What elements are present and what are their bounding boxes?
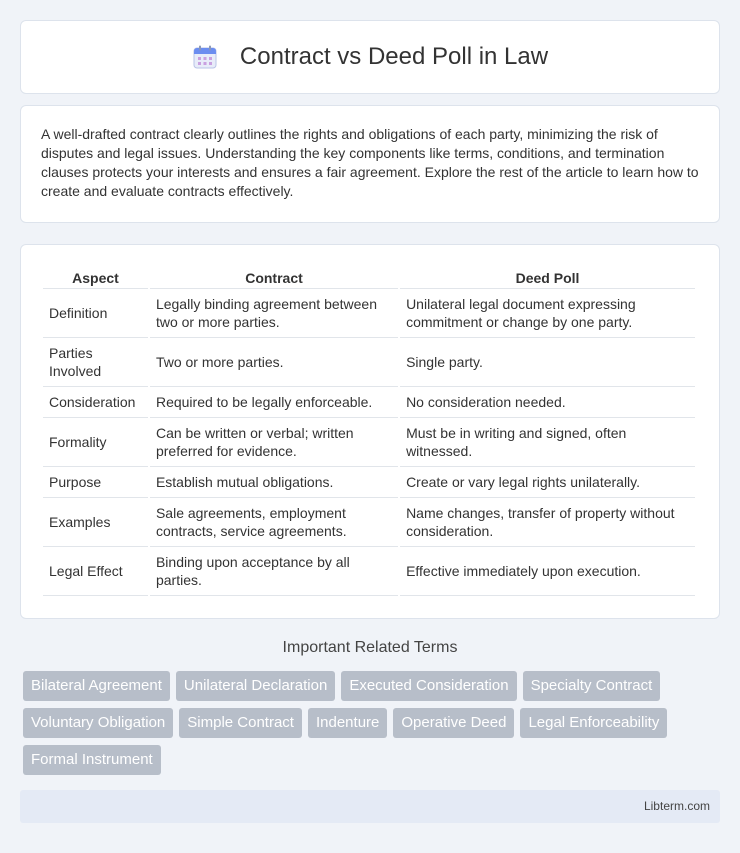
- tag-legal-enforceability[interactable]: Legal Enforceability: [520, 708, 667, 738]
- table-row: [43, 338, 695, 387]
- related-terms-tags: [23, 671, 723, 782]
- aspect-cell: Purpose: [43, 467, 148, 498]
- table-row: [43, 547, 695, 596]
- comparison-table: [41, 263, 697, 596]
- tag-indenture[interactable]: Indenture: [308, 708, 387, 738]
- footer-brand[interactable]: Libterm.com: [643, 799, 710, 813]
- contract-cell: Legally binding agreement between two or more parties.: [150, 289, 398, 338]
- title-wrap: [192, 43, 548, 71]
- aspect-cell: Formality: [43, 418, 148, 467]
- aspect-cell: Legal Effect: [43, 547, 148, 596]
- deed-poll-cell: Must be in writing and signed, often witnessed.: [400, 418, 695, 467]
- deed-poll-cell: Create or vary legal rights unilaterally.: [400, 467, 695, 498]
- header-contract: Contract: [150, 263, 398, 289]
- page-title: Contract vs Deed Poll in Law: [239, 43, 549, 70]
- tag-simple-contract[interactable]: Simple Contract: [179, 708, 302, 738]
- related-terms-heading: Important Related Terms: [282, 639, 458, 656]
- aspect-cell: Consideration: [43, 387, 148, 418]
- table-row: [43, 467, 695, 498]
- header-deed-poll: Deed Poll: [400, 263, 695, 289]
- header-card: [20, 20, 720, 94]
- table-header-row: [43, 263, 695, 289]
- deed-poll-cell: Single party.: [400, 338, 695, 387]
- contract-cell: Two or more parties.: [150, 338, 398, 387]
- table-row: [43, 498, 695, 547]
- deed-poll-cell: Effective immediately upon execution.: [400, 547, 695, 596]
- table-row: [43, 387, 695, 418]
- deed-poll-cell: Unilateral legal document expressing commitment or change by one party.: [400, 289, 695, 338]
- tag-operative-deed[interactable]: Operative Deed: [393, 708, 514, 738]
- intro-paragraph: A well-drafted contract clearly outlines the rights and obligations of each party, minimizing the risk of disputes and legal issues. Understanding the key components like terms, conditions, and termination clauses protects your interests and ensures a fair agreement. Explore the rest of the article to learn how to create and evaluate contracts effectively.: [41, 126, 699, 199]
- aspect-cell: Examples: [43, 498, 148, 547]
- contract-cell: Establish mutual obligations.: [150, 467, 398, 498]
- header-aspect: Aspect: [43, 263, 148, 289]
- tag-unilateral-declaration[interactable]: Unilateral Declaration: [176, 671, 335, 701]
- contract-cell: Sale agreements, employment contracts, service agreements.: [150, 498, 398, 547]
- aspect-cell: Parties Involved: [43, 338, 148, 387]
- tag-bilateral-agreement[interactable]: Bilateral Agreement: [23, 671, 170, 701]
- comparison-card: [20, 244, 720, 619]
- tag-voluntary-obligation[interactable]: Voluntary Obligation: [23, 708, 173, 738]
- deed-poll-cell: No consideration needed.: [400, 387, 695, 418]
- contract-cell: Binding upon acceptance by all parties.: [150, 547, 398, 596]
- aspect-cell: Definition: [43, 289, 148, 338]
- table-row: [43, 289, 695, 338]
- intro-card: [20, 105, 720, 223]
- table-row: [43, 418, 695, 467]
- tag-specialty-contract[interactable]: Specialty Contract: [523, 671, 661, 701]
- contract-cell: Required to be legally enforceable.: [150, 387, 398, 418]
- tag-formal-instrument[interactable]: Formal Instrument: [23, 745, 161, 775]
- calendar-icon: [192, 44, 218, 70]
- contract-cell: Can be written or verbal; written preferred for evidence.: [150, 418, 398, 467]
- deed-poll-cell: Name changes, transfer of property without consideration.: [400, 498, 695, 547]
- tag-executed-consideration[interactable]: Executed Consideration: [341, 671, 516, 701]
- footer: [20, 790, 720, 823]
